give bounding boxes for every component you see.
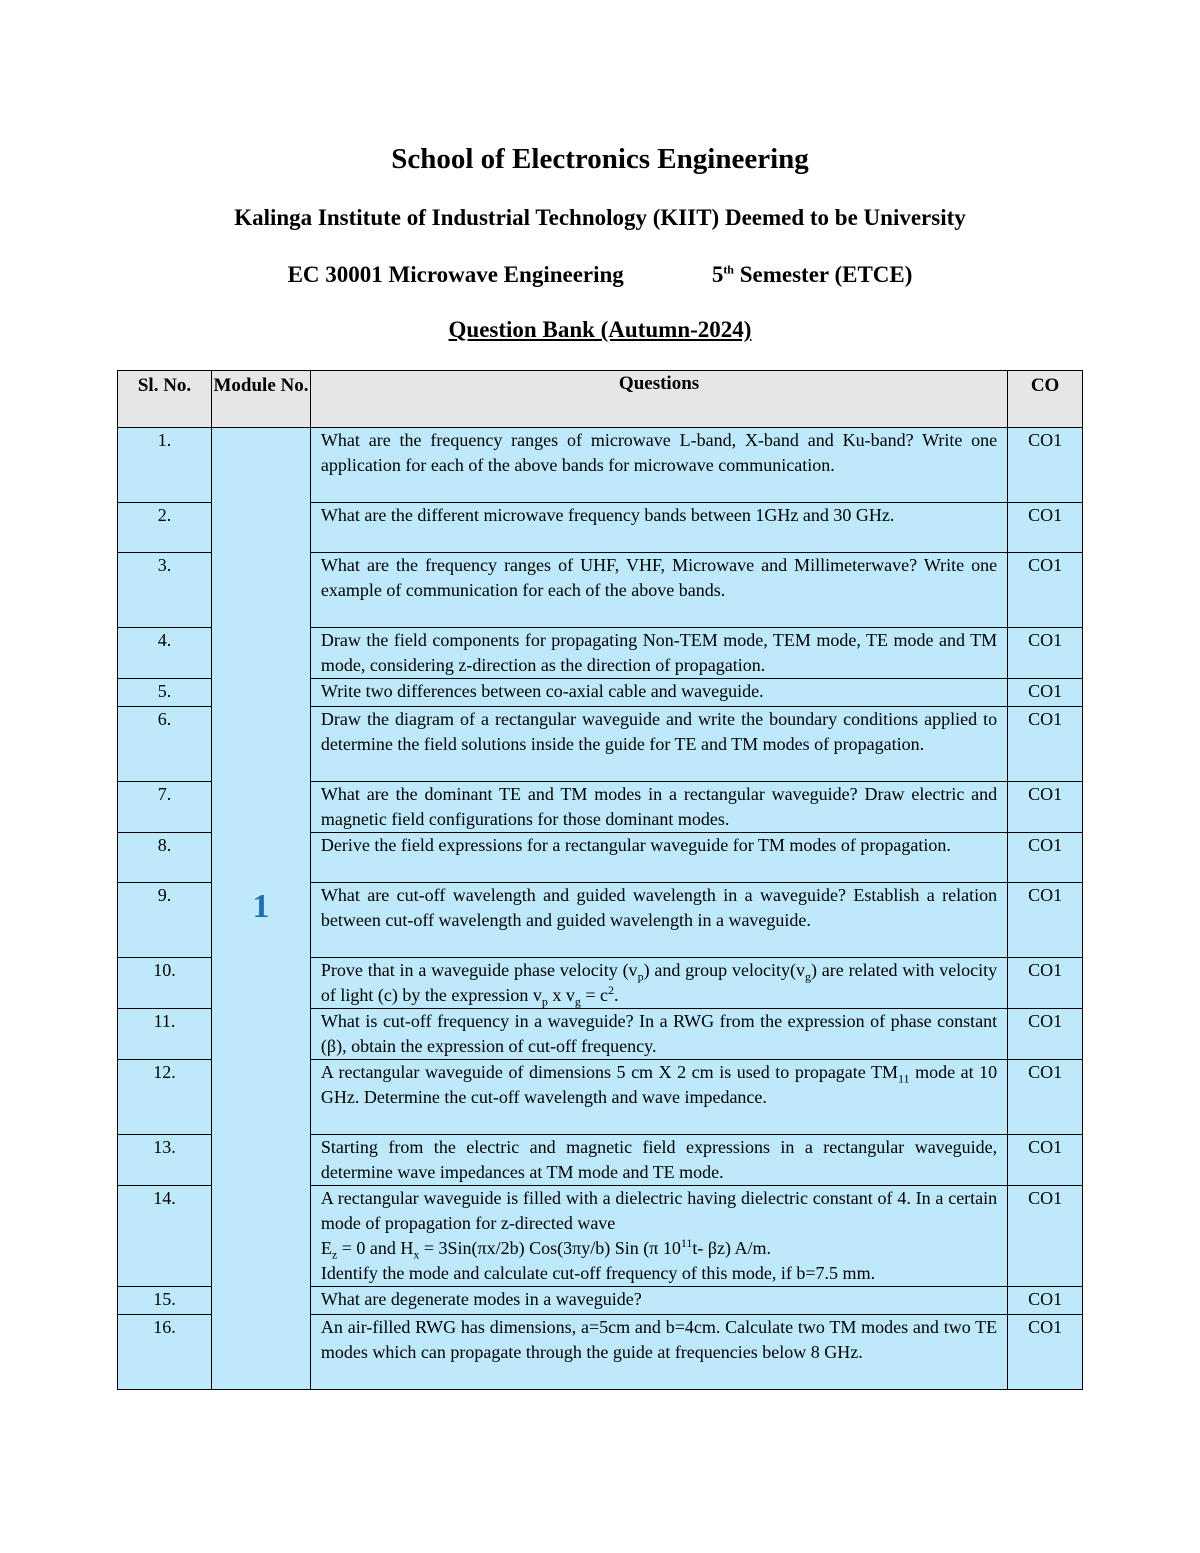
- question-text: What are degenerate modes in a waveguide?: [310, 1287, 1007, 1315]
- semester: 5th Semester (ETCE): [711, 262, 913, 287]
- table-header-row: [118, 371, 1083, 428]
- question-text: Draw the diagram of a rectangular waveguide and write the boundary conditions applied to determine the field solutions inside the guide for TE and TM modes of propagation.: [310, 707, 1007, 782]
- co-value: CO1: [1008, 782, 1083, 833]
- co-value: CO1: [1008, 833, 1083, 883]
- co-value: CO1: [1008, 1315, 1083, 1390]
- co-value: CO1: [1008, 1060, 1083, 1135]
- question-text: An air-filled RWG has dimensions, a=5cm and b=4cm. Calculate two TM modes and two TE modes which can propagate through the guide at frequencies below 8 GHz.: [310, 1315, 1007, 1390]
- module-cell: [212, 428, 311, 1390]
- question-text: A rectangular waveguide of dimensions 5 cm X 2 cm is used to propagate $TM_{11}$ mode at 10 GHz. Determine the cut-off wavelength and wave impedance.: [310, 1060, 1007, 1135]
- co-value: CO1: [1008, 1135, 1083, 1186]
- co-value: CO1: [1008, 958, 1083, 1009]
- co-value: CO1: [1008, 1287, 1083, 1315]
- sl-no: 12.: [118, 1060, 212, 1135]
- co-value: CO1: [1008, 428, 1083, 503]
- sl-no: 4.: [118, 628, 212, 679]
- school-title: School of Electronics Engineering: [391, 143, 809, 175]
- sl-no: 15.: [118, 1287, 212, 1315]
- sl-no: 13.: [118, 1135, 212, 1186]
- header-sl-no: Sl. No.: [118, 371, 212, 428]
- sl-no: 1.: [118, 428, 212, 503]
- sl-no: 6.: [118, 707, 212, 782]
- co-value: CO1: [1008, 503, 1083, 553]
- module-number: 1: [252, 887, 270, 925]
- question-text: What are the frequency ranges of UHF, VHF, Microwave and Millimeterwave? Write one example of communication for each of the above bands.: [310, 553, 1007, 628]
- header-co: CO: [1008, 371, 1083, 428]
- sl-no: 2.: [118, 503, 212, 553]
- co-value: CO1: [1008, 707, 1083, 782]
- question-text: Derive the field expressions for a rectangular waveguide for TM modes of propagation.: [310, 833, 1007, 883]
- question-text: Write two differences between co-axial cable and waveguide.: [310, 679, 1007, 707]
- question-text: A rectangular waveguide is filled with a dielectric having dielectric constant of 4. In a certain mode of propagation for z-directed wave $E_z = 0$ and $H_x = 3Sin(\pi x/2b)$ Cos(3πy/b) Sin (π $10^{11}t-$ βz) A/m. Identify the mode and calculate cut-off frequency of this mode, if b=7.5 mm.: [310, 1186, 1007, 1287]
- co-value: CO1: [1008, 553, 1083, 628]
- co-value: CO1: [1008, 883, 1083, 958]
- co-value: CO1: [1008, 628, 1083, 679]
- sl-no: 9.: [118, 883, 212, 958]
- sl-no: 7.: [118, 782, 212, 833]
- question-text: What are the dominant TE and TM modes in a rectangular waveguide? Draw electric and magnetic field configurations for those dominant modes.: [310, 782, 1007, 833]
- document-title: Question Bank (Autumn-2024): [448, 317, 752, 342]
- co-value: CO1: [1008, 1186, 1083, 1287]
- sl-no: 5.: [118, 679, 212, 707]
- question-text: What are the different microwave frequency bands between 1GHz and 30 GHz.: [310, 503, 1007, 553]
- course-line: [0, 262, 1200, 288]
- question-text: Starting from the electric and magnetic field expressions in a rectangular waveguide, determine wave impedances at TM mode and TE mode.: [310, 1135, 1007, 1186]
- table-row: [118, 428, 1083, 503]
- sl-no: 10.: [118, 958, 212, 1009]
- question-text: Draw the field components for propagating Non-TEM mode, TEM mode, TE mode and TM mode, considering z-direction as the direction of propagation.: [310, 628, 1007, 679]
- question-text: What are the frequency ranges of microwave L-band, X-band and Ku-band? Write one application for each of the above bands for microwave communication.: [310, 428, 1007, 503]
- header-questions: Questions: [310, 371, 1007, 428]
- question-text: What is cut-off frequency in a waveguide? In a RWG from the expression of phase constant (β), obtain the expression of cut-off frequency.: [310, 1009, 1007, 1060]
- co-value: CO1: [1008, 679, 1083, 707]
- course-name: EC 30001 Microwave Engineering: [287, 262, 624, 287]
- question-table: [117, 370, 1083, 1390]
- university-name: Kalinga Institute of Industrial Technology (KIIT) Deemed to be University: [234, 205, 966, 230]
- sl-no: 3.: [118, 553, 212, 628]
- question-text: Prove that in a waveguide phase velocity $(v_p)$ and group $velocity(v_g)$ are related with velocity of light (c) by the expression $v_p$ x $v_g = c^2$.: [310, 958, 1007, 1009]
- header-module-no: Module No.: [212, 371, 311, 428]
- co-value: CO1: [1008, 1009, 1083, 1060]
- sl-no: 8.: [118, 833, 212, 883]
- sl-no: 11.: [118, 1009, 212, 1060]
- sl-no: 14.: [118, 1186, 212, 1287]
- sl-no: 16.: [118, 1315, 212, 1390]
- question-text: What are cut-off wavelength and guided wavelength in a waveguide? Establish a relation between cut-off wavelength and guided wavelength in a waveguide.: [310, 883, 1007, 958]
